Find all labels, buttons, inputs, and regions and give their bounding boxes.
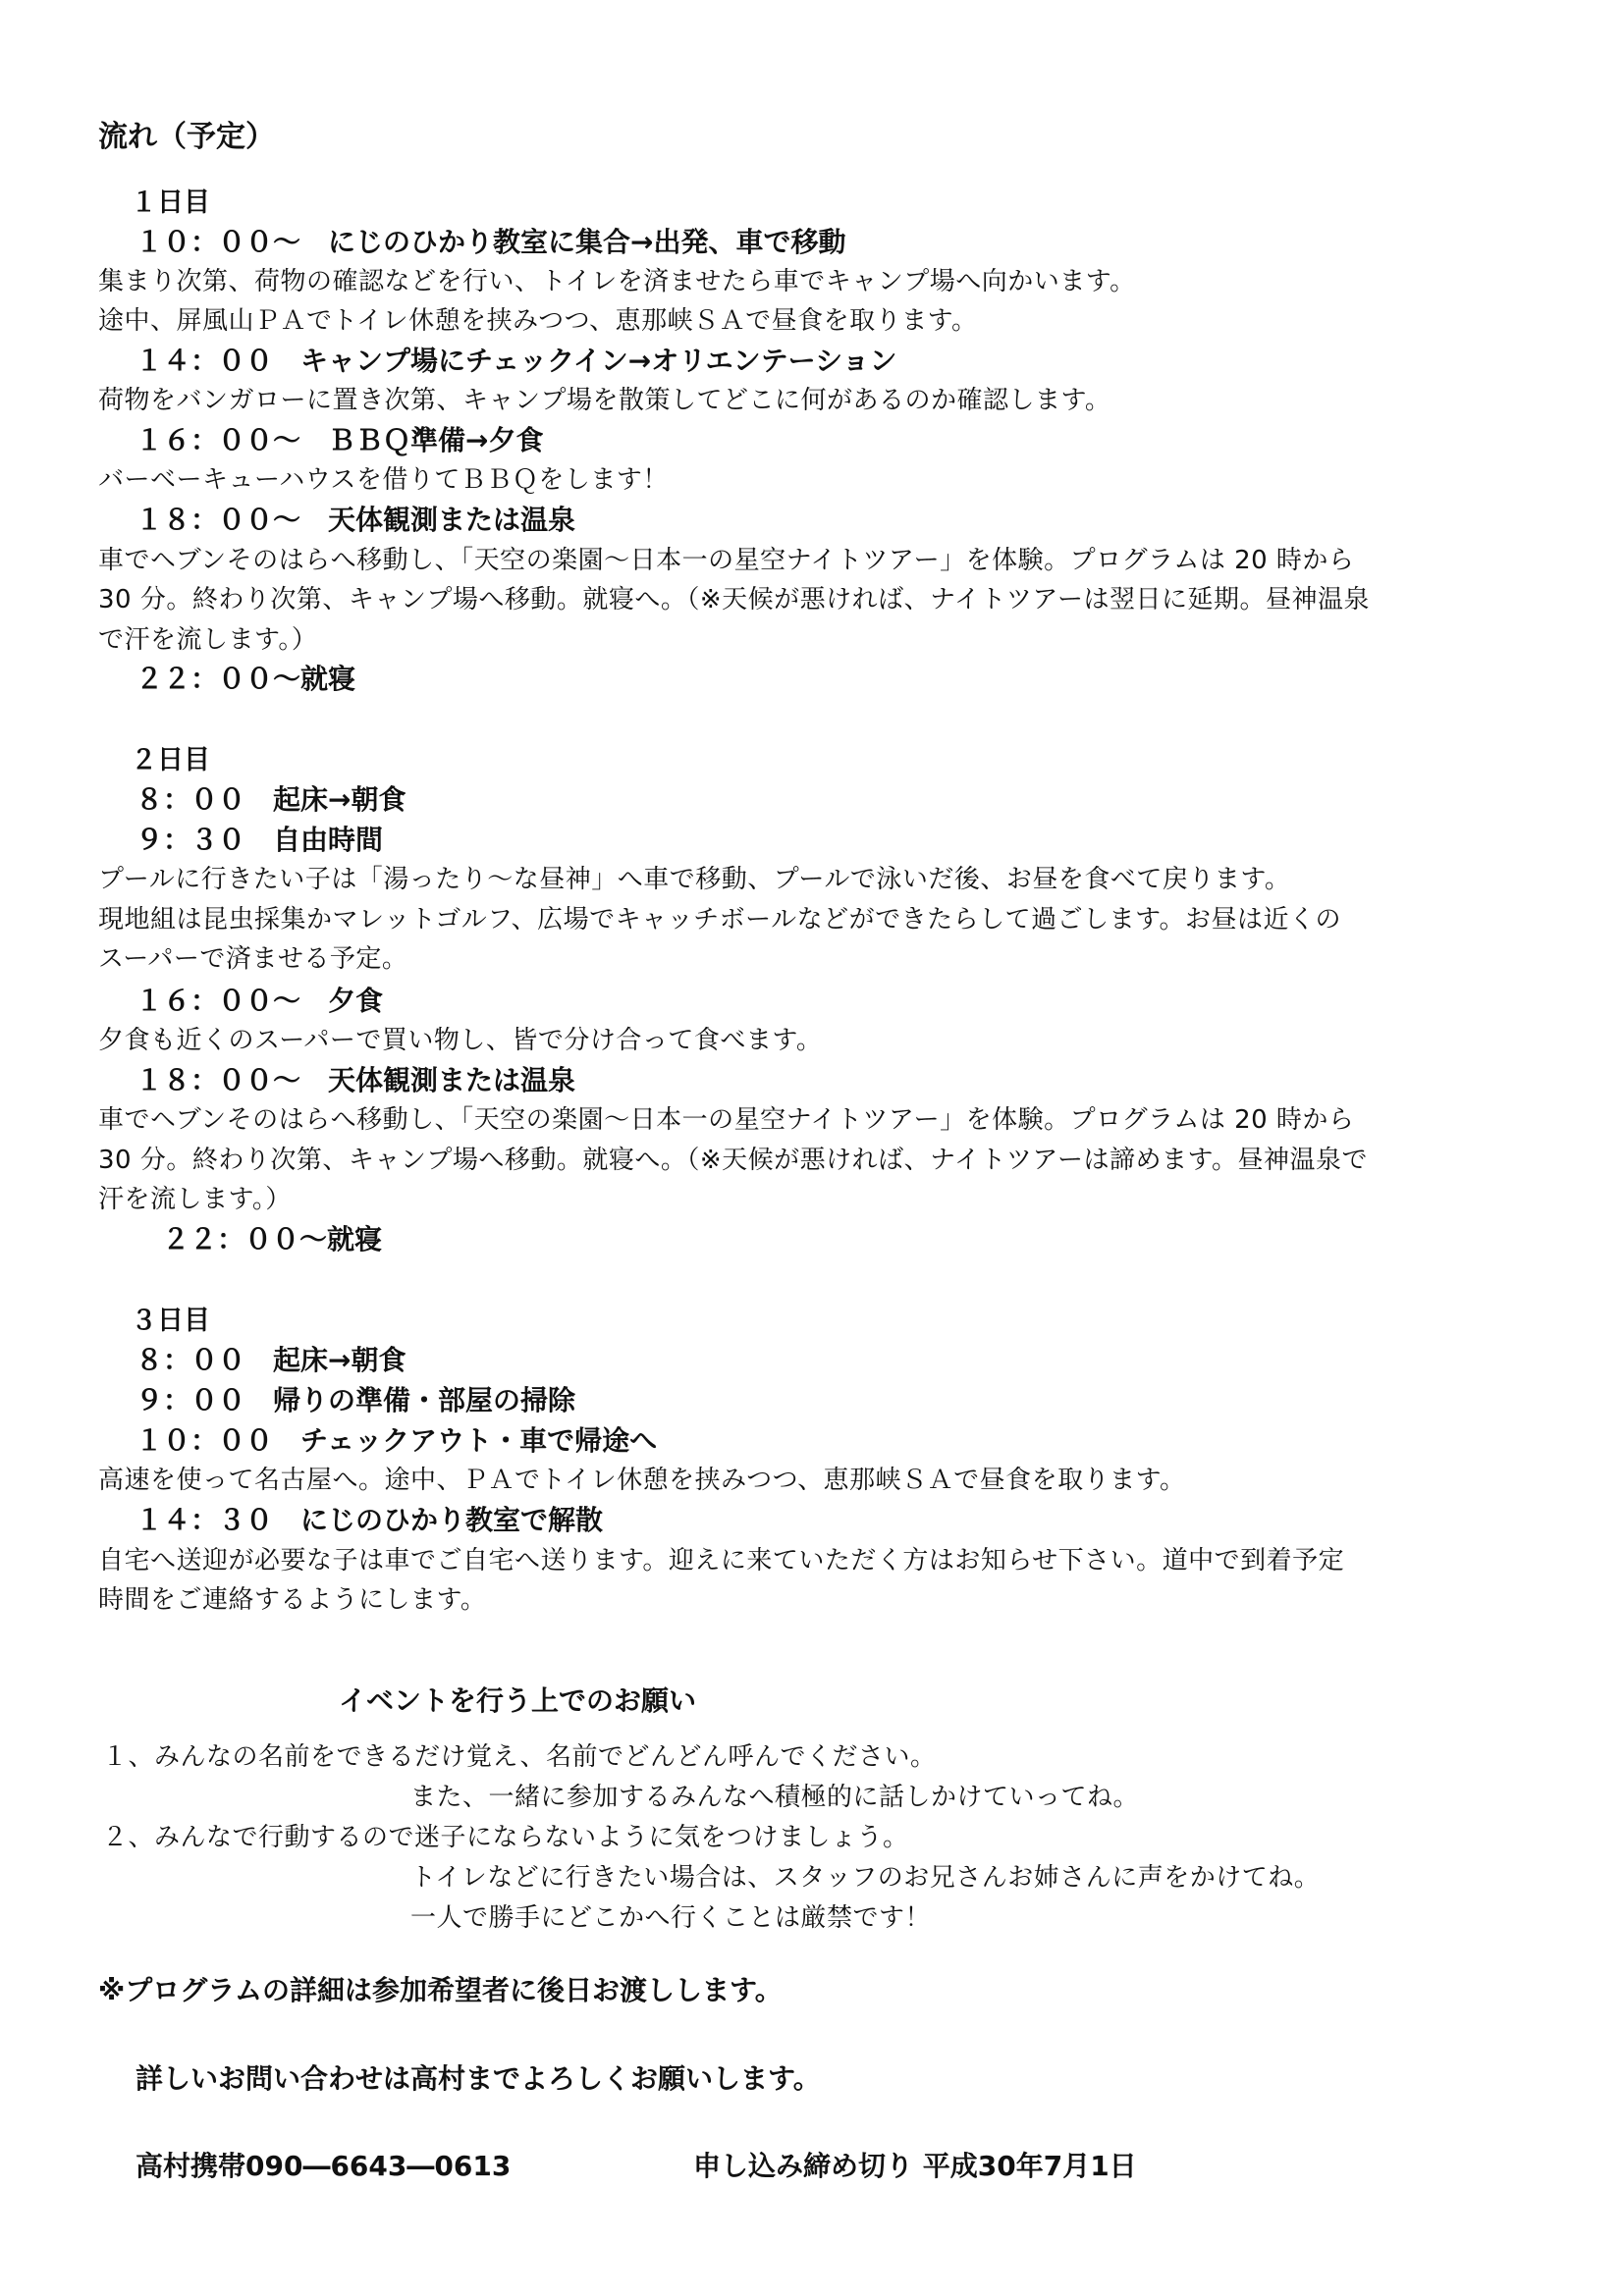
day1-text-1a: 集まり次第、荷物の確認などを行い、トイレを済ませたら車でキャンプ場へ向かいます。 [98,267,1136,296]
day3-text-3: 高速を使って名古屋へ。途中、ＰＡでトイレ休憩を挟みつつ、恵那峡ＳＡで昼食を取ります。 [98,1466,1186,1495]
day2-schedule-5: ２２：００～就寝 [162,1223,383,1255]
phone-number: 高村携帯090―6643―0613 [135,2150,512,2182]
day1-text-4a: 車でヘブンそのはらへ移動し、「天空の楽園～日本一の星空ナイトツアー」を体験。プログラムは 20 時から [98,546,1355,575]
day2-schedule-3: １６：００～ 夕食 [135,985,384,1017]
day2-text-4b: 30 分。終わり次第、キャンプ場へ移動。就寝へ。（※天候が悪ければ、ナイトツアーは諦めます。昼神温泉で [98,1146,1368,1175]
day3-label: ３日目 [131,1306,210,1336]
day1-text-3: バーベーキューハウスを借りてＢＢＱをします！ [98,465,669,495]
request-1-sub: また、一緒に参加するみんなへ積極的に話しかけていってね。 [410,1783,1140,1812]
day3-text-4a: 自宅へ送迎が必要な子は車でご自宅へ送ります。迎えに来ていただく方はお知らせ下さい。道中で到着予定 [98,1546,1345,1575]
page-title: 流れ（予定） [98,120,275,154]
day3-text-4b: 時間をご連絡するようにします。 [98,1585,487,1615]
day1-schedule-5: ２２：００～就寝 [135,663,356,695]
day1-schedule-1: １０：００～ にじのひかり教室に集合→出発、車で移動 [135,226,846,258]
day1-text-4b: 30 分。終わり次第、キャンプ場へ移動。就寝へ。（※天候が悪ければ、ナイトツアーは翌日に延期。昼神温泉 [98,585,1371,614]
day3-schedule-2: ９：００ 帰りの準備・部屋の掃除 [135,1384,576,1416]
day2-schedule-4: １８：００～ 天体観測または温泉 [135,1064,576,1096]
request-2: ２、みんなで行動するので迷子にならないように気をつけましょう。 [102,1823,909,1852]
day1-text-1b: 途中、屏風山ＰＡでトイレ休憩を挟みつつ、恵那峡ＳＡで昼食を取ります。 [98,306,978,336]
day2-text-2b: 現地組は昆虫採集かマレットゴルフ、広場でキャッチボールなどができたらして過ごします。お昼は近くの [98,905,1342,934]
day3-schedule-4: １４：３０ にじのひかり教室で解散 [135,1504,604,1536]
request-2-sub-a: トイレなどに行きたい場合は、スタッフのお兄さんお姉さんに声をかけてね。 [410,1863,1321,1893]
program-note: ※プログラムの詳細は参加希望者に後日お渡しします。 [98,1974,783,2006]
day2-text-2c: スーパーで済ませる予定。 [98,944,408,974]
day1-schedule-2: １４：００ キャンプ場にチェックイン→オリエンテーション [135,345,897,377]
request-1: １、みんなの名前をできるだけ覚え、名前でどんどん呼んでください。 [102,1742,937,1772]
day1-schedule-3: １６：００～ ＢＢＱ準備→夕食 [135,424,544,456]
day3-schedule-1: ８：００ 起床→朝食 [135,1344,406,1376]
application-deadline: 申し込み締め切り 平成30年7月1日 [693,2150,1137,2182]
contact-note: 詳しいお問い合わせは高村までよろしくお願いします。 [135,2062,821,2095]
day1-text-4c: で汗を流します。） [98,625,318,655]
day2-text-4a: 車でヘブンそのはらへ移動し、「天空の楽園～日本一の星空ナイトツアー」を体験。プログラムは 20 時から [98,1105,1355,1135]
day2-schedule-2: ９：３０ 自由時間 [135,824,384,856]
day2-label: ２日目 [131,745,210,775]
day2-text-3: 夕食も近くのスーパーで買い物し、皆で分け合って食べます。 [98,1026,823,1055]
requests-heading: イベントを行う上でのお願い [339,1684,697,1717]
day2-schedule-1: ８：００ 起床→朝食 [135,783,406,816]
day1-schedule-4: １８：００～ 天体観測または温泉 [135,504,576,536]
day1-text-2: 荷物をバンガローに置き次第、キャンプ場を散策してどこに何があるのか確認します。 [98,386,1111,415]
day3-schedule-3: １０：００ チェックアウト・車で帰途へ [135,1424,658,1457]
day2-text-2a: プールに行きたい子は「湯ったり～な昼神」へ車で移動、プールで泳いだ後、お昼を食べて戻ります。 [98,865,1291,894]
day1-label: １日目 [131,187,210,218]
request-2-sub-b: 一人で勝手にどこかへ行くことは厳禁です！ [410,1903,932,1933]
day2-text-4c: 汗を流します。） [98,1185,292,1214]
